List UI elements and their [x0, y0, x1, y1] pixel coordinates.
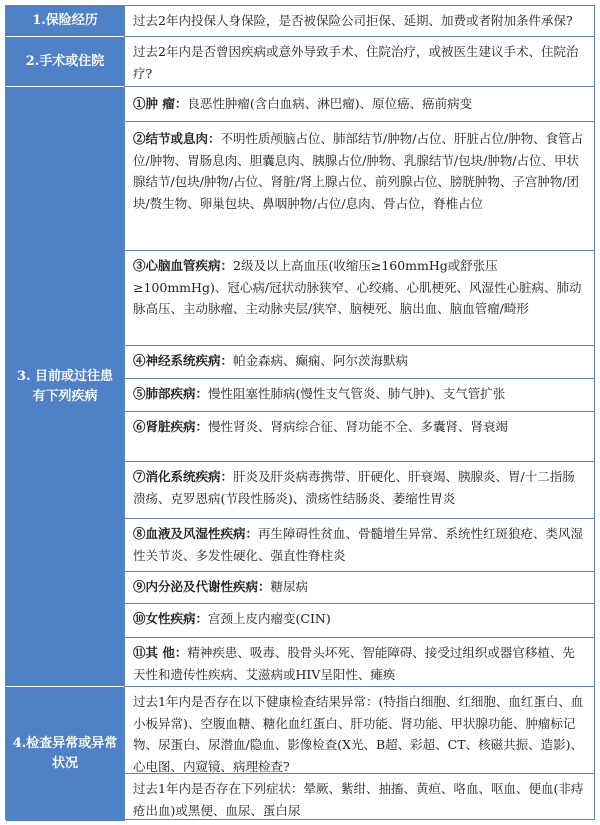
disease-nodules-polyps: ②结节或息肉：不明性质颅脑占位、肺部结节/肿物/占位、肝脏占位/肿物、食管占位/肿物、胃肠息肉、胆囊息肉、胰腺占位/肿物、乳腺结节/包块/肿物/占位、甲状腺结节/包块/肿物/占位、肾脏/肾上腺占位、前列腺占位、膀胱肿物、子宫肿物/团块/赘生物、卵巢包块、鼻咽肿物/占位/息肉、骨占位，脊椎占位 [124, 122, 594, 251]
disease-female: ⑩女性疾病：宫颈上皮内瘤变(CIN) [124, 604, 594, 638]
disease-other: ⑪其 他：精神疾患、吸毒、股骨头坏死、智能障碍、接受过组织或器官移植、先天性和遗传性疾病、艾滋病或HIV呈阳性、瘫痪 [124, 638, 594, 687]
question-surgery-hospitalization: 过去2年内是否曾因疾病或意外导致手术、住院治疗，或被医生建议手术、住院治疗? [124, 37, 594, 87]
disease-digestive: ⑦消化系统疾病：肝炎及肝炎病毒携带、肝硬化、肝衰竭、胰腺炎、胃/十二指肠溃疡、克罗恩病(节段性肠炎)、溃疡性结肠炎、萎缩性胃炎 [124, 462, 594, 519]
question-symptoms: 过去1年内是否存在下列症状：晕厥、紫绀、抽搐、黄疸、咯血、呕血、便血(非痔疮出血)或黑便、血尿、蛋白尿 [124, 774, 594, 821]
question-insurance-history: 过去2年内投保人身保险，是否被保险公司拒保、延期、加费或者附加条件承保? [124, 6, 594, 37]
disease-blood-rheumatic: ⑧血液及风湿性疾病：再生障碍性贫血、骨髓增生异常、系统性红斑狼疮、类风湿性关节炎、多发性硬化、强直性脊柱炎 [124, 519, 594, 572]
disease-cardiovascular: ③心脑血管疾病：2级及以上高血压(收缩压≥160mmHg或舒张压≥100mmHg)、冠心病/冠状动脉狭窄、心绞痛、心肌梗死、风湿性心脏病、肺动脉高压、主动脉瘤、主动脉夹层/狭窄、脑梗死、脑出血、脑血管瘤/畸形 [124, 251, 594, 346]
disease-tumor: ①肿 瘤：良恶性肿瘤(含白血病、淋巴瘤)、原位癌、癌前病变 [124, 87, 594, 122]
question-abnormal-results: 过去1年内是否存在以下健康检查结果异常：(特指白细胞、红细胞、血红蛋白、血小板异常)、空腹血糖、糖化血红蛋白、肝功能、肾功能、甲状腺功能、肿瘤标记物、尿蛋白、尿潜血/隐血、影像检查(X光、B超、彩超、CT、核磁共振、造影)、心电图、内窥镜、病理检查? [124, 687, 594, 774]
disease-kidney: ⑥肾脏疾病：慢性肾炎、肾病综合征、肾功能不全、多囊肾、肾衰竭 [124, 412, 594, 462]
health-questionnaire-table [5, 5, 595, 820]
disease-lung: ⑤肺部疾病：慢性阻塞性肺病(慢性支气管炎、肺气肿)、支气管扩张 [124, 379, 594, 412]
category-insurance-history: 1.保险经历 [6, 6, 124, 37]
category-abnormal-checkup: 4.检查异常或异常状况 [6, 687, 124, 821]
disease-endocrine: ⑨内分泌及代谢性疾病：糖尿病 [124, 572, 594, 604]
category-surgery-hospitalization: 2.手术或住院 [6, 37, 124, 87]
disease-neurological: ④神经系统疾病：帕金森病、癫痫、阿尔茨海默病 [124, 346, 594, 379]
category-diseases: 3. 目前或过往患有下列疾病 [6, 87, 124, 687]
